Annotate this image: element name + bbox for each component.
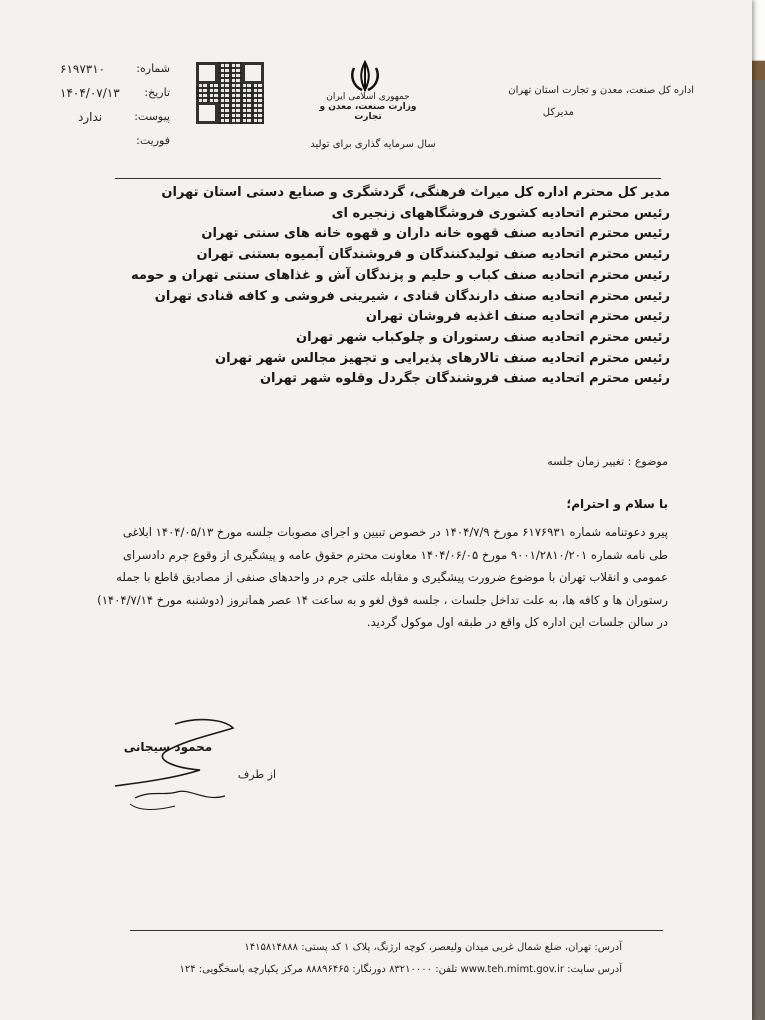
recipient-line: رئیس محترم اتحادیه کشوری فروشگاههای زنجیره ای: [331, 205, 670, 221]
body-line: پیرو دعوتنامه شماره ۶۱۷۶۹۳۱ مورخ ۱۴۰۴/۷/۹ در خصوص تبیین و اجرای مصوبات جلسه مورخ ۱۴۰۴/۰۵/۱۳ ابلاغی: [122, 525, 668, 539]
signer-name: محمود سیجانی: [123, 740, 213, 754]
department-role: مدیرکل: [542, 107, 574, 118]
footer-divider: [130, 930, 663, 931]
body-line: عمومی و انقلاب تهران با موضوع ضرورت پیشگیری و مقابله علتی جرم در واحدهای صنفی از مصادیق قاطع با جمله: [116, 570, 668, 585]
attachment-value: ندارد: [78, 110, 103, 124]
letter-meta: [60, 62, 170, 158]
number-label: شماره:: [136, 62, 170, 75]
body-line: رستوران ها و کافه ها، به علت تداخل جلسات ، جلسه فوق لغو و به ساعت ۱۴ عصر همانروز (دوشنبه مورخ ۱۴۰۴/۷/۱۴): [97, 592, 668, 607]
letter-body: [68, 521, 668, 634]
letter-subject: موضوع : تغییر زمان جلسه: [547, 455, 668, 468]
date-label: تاریخ:: [144, 86, 170, 99]
ministry-line-1: جمهوری اسلامی ایران: [326, 92, 410, 102]
department-name: اداره کل صنعت، معدن و تجارت استان تهران: [508, 85, 694, 96]
recipient-line: رئیس محترم اتحادیه صنف کباب و حلیم و پزندگان آش و غذاهای سنتی تهران و حومه: [130, 267, 670, 283]
ministry-title: [318, 92, 418, 122]
iran-emblem-icon: [340, 60, 390, 94]
date-value: ۱۴۰۴/۰۷/۱۳: [60, 86, 120, 100]
qr-code-icon: [196, 62, 264, 124]
recipient-line: رئیس محترم اتحادیه صنف تولیدکنندگان و فروشندگان آبمیوه بستنی تهران: [196, 247, 670, 263]
recipient-line: رئیس محترم اتحادیه صنف قهوه خانه داران و قهوه خانه های سنتی تهران: [201, 226, 670, 242]
greeting: با سلام و احترام؛: [566, 497, 668, 511]
department-header: [464, 80, 694, 124]
recipient-line: رئیس محترم اتحادیه صنف تالارهای پذیرایی و تجهیز مجالس شهر تهران: [214, 350, 670, 366]
handwritten-signature: [105, 712, 255, 822]
footer-address: آدرس: تهران، ضلع شمال غربی میدان ولیعصر، کوچه ارژنگ، پلاک ۱ کد پستی: ۱۴۱۵۸۱۴۸۸۸: [244, 942, 622, 953]
recipient-line: رئیس محترم اتحادیه صنف دارندگان قنادی ، شیرینی فروشی و کافه قنادی تهران: [154, 288, 670, 304]
recipient-line: رئیس محترم اتحادیه صنف اغذیه فروشان تهران: [365, 309, 670, 325]
footer-contact: آدرس سایت: www.teh.mimt.gov.ir تلفن: ۸۳۲۱۰۰۰۰ دورنگار: ۸۸۸۹۶۴۶۵ مرکز یکپارچه پاسخگویی: ۱۲۴: [179, 964, 622, 975]
recipient-line: رئیس محترم اتحادیه صنف رستوران و چلوکباب شهر تهران: [295, 329, 670, 345]
ministry-line-2: وزارت صنعت، معدن و تجارت: [319, 102, 417, 122]
urgency-label: فوریت:: [136, 134, 170, 147]
letter-footer: [102, 937, 622, 981]
body-line: طی نامه شماره ۹۰۰۱/۲۸۱۰/۲۰۱ مورخ ۱۴۰۴/۰۶/۰۵ معاونت محترم حقوق عامه و پیشگیری از وقوع جرم دادسرای: [122, 547, 668, 562]
recipient-line: رئیس محترم اتحادیه صنف فروشندگان جگردل وقلوه شهر تهران: [259, 371, 670, 387]
year-slogan: سال سرمایه گذاری برای تولید: [310, 139, 436, 150]
attachment-label: پیوست:: [134, 110, 170, 123]
body-line: در سالن جلسات این اداره کل واقع در طبقه اول موکول گردید.: [366, 615, 668, 630]
on-behalf-label: از طرف: [237, 768, 276, 781]
header-divider: [115, 178, 661, 179]
recipient-line: مدیر کل محترم اداره کل میراث فرهنگی، گردشگری و صنایع دستی استان تهران: [161, 185, 670, 200]
number-value: ۶۱۹۷۳۱۰: [60, 62, 106, 76]
recipient-list: [110, 183, 670, 390]
